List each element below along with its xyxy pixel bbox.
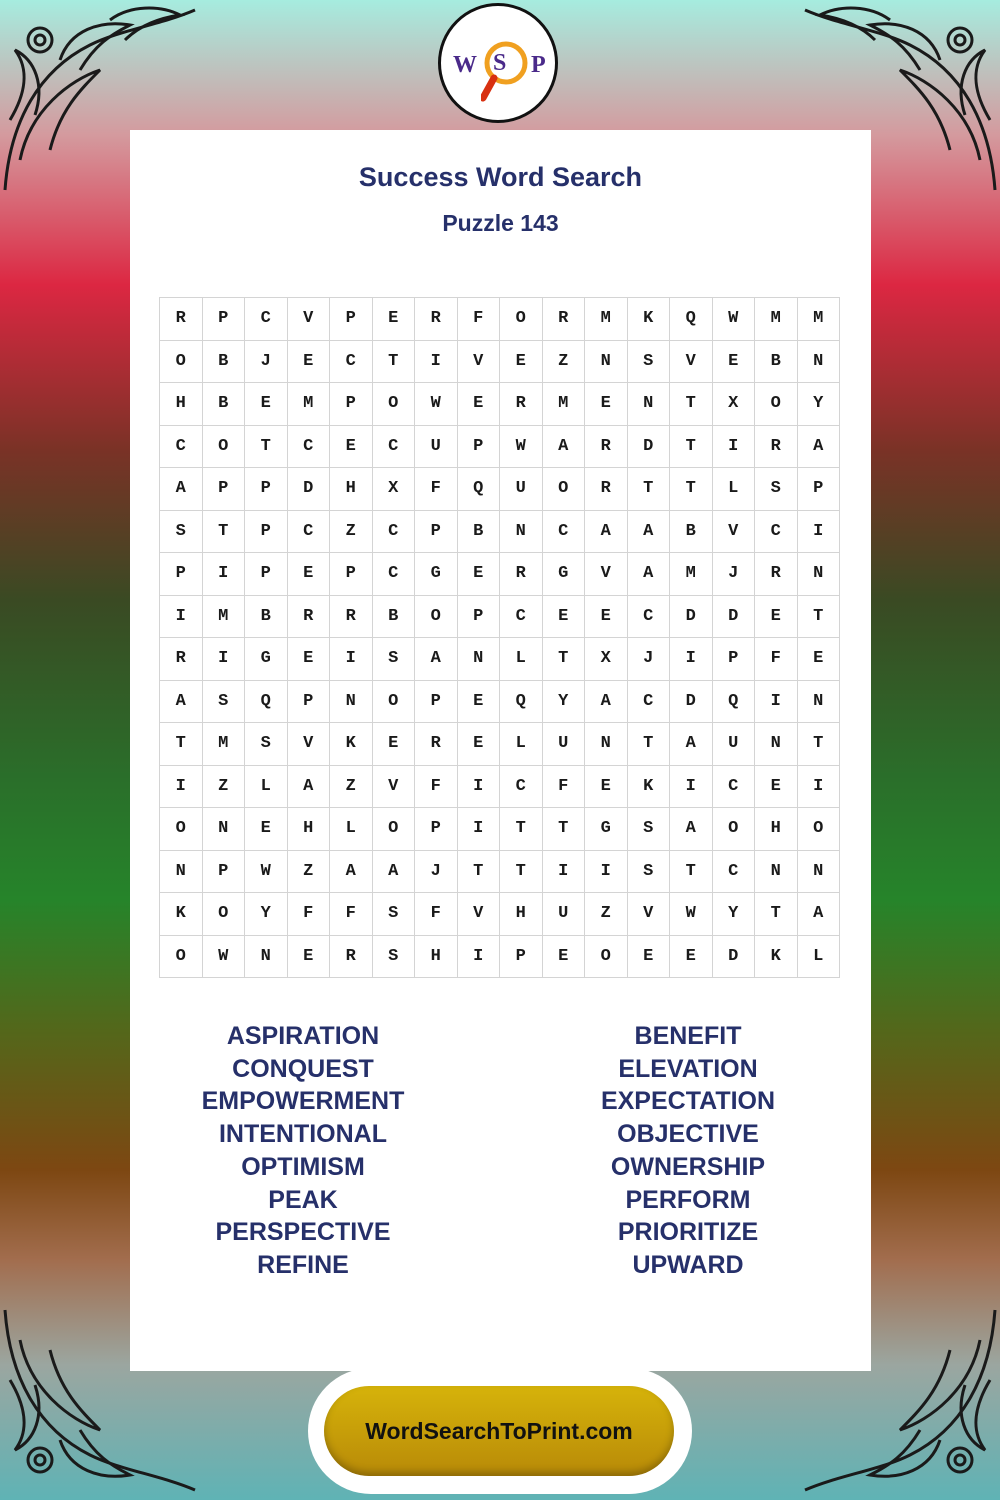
grid-cell: R: [585, 468, 628, 511]
grid-cell: A: [798, 426, 841, 469]
grid-cell: G: [245, 638, 288, 681]
word-list-item: OPTIMISM: [241, 1152, 365, 1181]
grid-cell: P: [203, 298, 246, 341]
grid-cell: G: [415, 553, 458, 596]
grid-cell: Y: [798, 383, 841, 426]
grid-cell: I: [798, 511, 841, 554]
grid-cell: B: [245, 596, 288, 639]
word-list-item: EMPOWERMENT: [201, 1087, 405, 1116]
grid-cell: I: [798, 766, 841, 809]
grid-cell: P: [245, 553, 288, 596]
grid-cell: W: [670, 893, 713, 936]
grid-cell: E: [458, 681, 501, 724]
grid-cell: U: [415, 426, 458, 469]
page-title: Success Word Search: [358, 162, 643, 192]
word-list-item: CONQUEST: [232, 1054, 374, 1083]
grid-cell: S: [373, 638, 416, 681]
grid-cell: Q: [500, 681, 543, 724]
grid-cell: F: [415, 766, 458, 809]
grid-cell: X: [373, 468, 416, 511]
grid-cell: B: [755, 341, 798, 384]
grid-cell: O: [203, 426, 246, 469]
grid-cell: W: [713, 298, 756, 341]
grid-cell: U: [543, 893, 586, 936]
grid-cell: N: [628, 383, 671, 426]
grid-cell: O: [543, 468, 586, 511]
grid-cell: R: [755, 426, 798, 469]
grid-cell: T: [458, 851, 501, 894]
grid-cell: L: [713, 468, 756, 511]
grid-cell: P: [415, 681, 458, 724]
grid-cell: Z: [330, 511, 373, 554]
letter-grid: [159, 297, 840, 978]
grid-cell: N: [245, 936, 288, 979]
grid-cell: A: [330, 851, 373, 894]
grid-cell: R: [415, 723, 458, 766]
grid-cell: E: [628, 936, 671, 979]
grid-cell: S: [755, 468, 798, 511]
grid-cell: H: [288, 808, 331, 851]
word-list-item: OBJECTIVE: [617, 1120, 759, 1149]
grid-cell: U: [500, 468, 543, 511]
grid-cell: P: [245, 511, 288, 554]
grid-cell: V: [288, 723, 331, 766]
grid-cell: S: [628, 851, 671, 894]
grid-cell: T: [373, 341, 416, 384]
grid-cell: C: [373, 553, 416, 596]
grid-cell: E: [245, 383, 288, 426]
grid-cell: R: [755, 553, 798, 596]
grid-cell: X: [713, 383, 756, 426]
grid-cell: Z: [585, 893, 628, 936]
grid-cell: A: [670, 808, 713, 851]
grid-cell: K: [628, 298, 671, 341]
grid-cell: E: [798, 638, 841, 681]
grid-cell: T: [755, 893, 798, 936]
grid-cell: I: [670, 638, 713, 681]
grid-cell: T: [798, 723, 841, 766]
grid-cell: Q: [670, 298, 713, 341]
grid-cell: C: [755, 511, 798, 554]
grid-cell: V: [713, 511, 756, 554]
grid-cell: H: [755, 808, 798, 851]
grid-cell: E: [543, 596, 586, 639]
grid-cell: J: [415, 851, 458, 894]
grid-cell: P: [713, 638, 756, 681]
word-list-item: ASPIRATION: [226, 1022, 380, 1050]
grid-cell: D: [670, 681, 713, 724]
grid-cell: E: [458, 553, 501, 596]
grid-cell: N: [585, 341, 628, 384]
grid-cell: O: [500, 298, 543, 341]
grid-cell: A: [415, 638, 458, 681]
logo: [438, 3, 558, 123]
grid-cell: E: [373, 298, 416, 341]
grid-cell: U: [713, 723, 756, 766]
grid-cell: Z: [330, 766, 373, 809]
grid-cell: R: [288, 596, 331, 639]
grid-cell: D: [628, 426, 671, 469]
grid-cell: O: [373, 808, 416, 851]
logo-letter: S: [493, 50, 507, 76]
grid-cell: F: [543, 766, 586, 809]
grid-cell: O: [373, 681, 416, 724]
grid-cell: E: [585, 596, 628, 639]
grid-cell: O: [160, 936, 203, 979]
word-list-item: INTENTIONAL: [218, 1120, 388, 1149]
grid-cell: A: [543, 426, 586, 469]
grid-cell: Z: [203, 766, 246, 809]
grid-cell: P: [500, 936, 543, 979]
grid-cell: Q: [713, 681, 756, 724]
grid-cell: N: [330, 681, 373, 724]
grid-cell: S: [628, 341, 671, 384]
grid-cell: N: [798, 851, 841, 894]
grid-cell: I: [458, 936, 501, 979]
word-list-item: PERSPECTIVE: [215, 1218, 391, 1247]
grid-cell: R: [500, 383, 543, 426]
grid-cell: C: [288, 511, 331, 554]
word-list-left: [118, 1020, 488, 1282]
grid-cell: B: [203, 383, 246, 426]
word-list-item: UPWARD: [632, 1250, 744, 1279]
grid-cell: F: [458, 298, 501, 341]
grid-cell: N: [458, 638, 501, 681]
grid-cell: O: [160, 341, 203, 384]
grid-cell: N: [585, 723, 628, 766]
grid-cell: Q: [458, 468, 501, 511]
grid-cell: T: [670, 383, 713, 426]
grid-cell: M: [203, 596, 246, 639]
grid-cell: M: [798, 298, 841, 341]
grid-cell: R: [500, 553, 543, 596]
grid-cell: O: [415, 596, 458, 639]
word-list-item: PERFORM: [625, 1185, 751, 1214]
grid-cell: D: [288, 468, 331, 511]
footer-banner: [308, 1368, 692, 1494]
puzzle-number: Puzzle 143: [442, 210, 559, 236]
grid-cell: T: [670, 468, 713, 511]
grid-cell: A: [628, 511, 671, 554]
grid-cell: I: [458, 766, 501, 809]
grid-cell: A: [670, 723, 713, 766]
grid-cell: H: [330, 468, 373, 511]
grid-cell: T: [543, 808, 586, 851]
grid-cell: D: [713, 936, 756, 979]
grid-cell: S: [628, 808, 671, 851]
grid-cell: B: [373, 596, 416, 639]
grid-cell: C: [500, 766, 543, 809]
grid-cell: E: [755, 596, 798, 639]
grid-cell: M: [585, 298, 628, 341]
grid-cell: R: [330, 936, 373, 979]
word-list-item: PEAK: [268, 1185, 338, 1214]
word-list-item: ELEVATION: [618, 1054, 758, 1083]
grid-cell: C: [543, 511, 586, 554]
grid-cell: P: [245, 468, 288, 511]
grid-cell: E: [755, 766, 798, 809]
grid-cell: C: [713, 766, 756, 809]
grid-cell: A: [160, 468, 203, 511]
grid-cell: T: [160, 723, 203, 766]
grid-cell: Q: [245, 681, 288, 724]
grid-cell: N: [755, 851, 798, 894]
grid-cell: C: [373, 426, 416, 469]
grid-cell: E: [330, 426, 373, 469]
grid-cell: T: [798, 596, 841, 639]
grid-cell: M: [203, 723, 246, 766]
grid-cell: K: [755, 936, 798, 979]
grid-cell: C: [628, 681, 671, 724]
grid-cell: A: [798, 893, 841, 936]
grid-cell: T: [628, 468, 671, 511]
grid-cell: O: [755, 383, 798, 426]
grid-cell: N: [500, 511, 543, 554]
grid-cell: I: [203, 638, 246, 681]
grid-cell: S: [245, 723, 288, 766]
grid-cell: R: [585, 426, 628, 469]
grid-cell: H: [160, 383, 203, 426]
grid-cell: B: [458, 511, 501, 554]
grid-cell: F: [330, 893, 373, 936]
grid-cell: S: [373, 893, 416, 936]
grid-cell: W: [500, 426, 543, 469]
grid-cell: G: [543, 553, 586, 596]
grid-cell: M: [670, 553, 713, 596]
grid-cell: I: [670, 766, 713, 809]
grid-cell: W: [245, 851, 288, 894]
grid-cell: J: [713, 553, 756, 596]
grid-cell: N: [203, 808, 246, 851]
grid-cell: C: [713, 851, 756, 894]
grid-cell: A: [288, 766, 331, 809]
grid-cell: T: [543, 638, 586, 681]
grid-cell: Z: [288, 851, 331, 894]
grid-cell: V: [373, 766, 416, 809]
grid-cell: R: [330, 596, 373, 639]
grid-cell: A: [373, 851, 416, 894]
grid-cell: V: [670, 341, 713, 384]
grid-cell: O: [798, 808, 841, 851]
grid-cell: C: [160, 426, 203, 469]
grid-cell: B: [670, 511, 713, 554]
grid-cell: E: [288, 936, 331, 979]
grid-cell: J: [245, 341, 288, 384]
grid-cell: P: [458, 426, 501, 469]
grid-cell: L: [798, 936, 841, 979]
grid-cell: W: [203, 936, 246, 979]
grid-cell: I: [543, 851, 586, 894]
grid-cell: T: [628, 723, 671, 766]
grid-cell: L: [245, 766, 288, 809]
grid-cell: R: [415, 298, 458, 341]
grid-cell: C: [500, 596, 543, 639]
grid-cell: O: [373, 383, 416, 426]
grid-cell: T: [500, 851, 543, 894]
grid-cell: C: [245, 298, 288, 341]
grid-cell: I: [755, 681, 798, 724]
grid-cell: P: [203, 468, 246, 511]
grid-cell: F: [415, 468, 458, 511]
grid-cell: T: [500, 808, 543, 851]
grid-cell: E: [373, 723, 416, 766]
grid-cell: U: [543, 723, 586, 766]
grid-cell: K: [160, 893, 203, 936]
grid-cell: P: [798, 468, 841, 511]
grid-cell: N: [798, 341, 841, 384]
grid-cell: I: [160, 766, 203, 809]
grid-cell: E: [288, 638, 331, 681]
word-list-item: BENEFIT: [634, 1022, 742, 1050]
word-list-item: PRIORITIZE: [617, 1218, 759, 1247]
grid-cell: C: [288, 426, 331, 469]
grid-cell: A: [628, 553, 671, 596]
grid-cell: F: [288, 893, 331, 936]
grid-cell: W: [415, 383, 458, 426]
grid-cell: Y: [245, 893, 288, 936]
grid-cell: K: [330, 723, 373, 766]
grid-cell: E: [670, 936, 713, 979]
word-list-item: EXPECTATION: [600, 1087, 776, 1116]
site-link[interactable]: WordSearchToPrint.com: [324, 1386, 674, 1476]
grid-cell: J: [628, 638, 671, 681]
grid-cell: C: [330, 341, 373, 384]
grid-cell: I: [203, 553, 246, 596]
grid-cell: P: [415, 808, 458, 851]
grid-cell: F: [415, 893, 458, 936]
grid-cell: E: [585, 766, 628, 809]
grid-cell: V: [458, 341, 501, 384]
grid-cell: C: [373, 511, 416, 554]
grid-cell: L: [330, 808, 373, 851]
grid-cell: V: [628, 893, 671, 936]
grid-cell: N: [160, 851, 203, 894]
grid-cell: E: [245, 808, 288, 851]
grid-cell: V: [288, 298, 331, 341]
grid-cell: R: [160, 638, 203, 681]
grid-cell: A: [160, 681, 203, 724]
grid-cell: Y: [713, 893, 756, 936]
grid-cell: E: [288, 341, 331, 384]
grid-cell: M: [543, 383, 586, 426]
grid-cell: Z: [543, 341, 586, 384]
grid-cell: P: [330, 298, 373, 341]
grid-cell: H: [415, 936, 458, 979]
grid-cell: C: [628, 596, 671, 639]
logo-letter: P: [531, 52, 546, 78]
grid-cell: P: [288, 681, 331, 724]
grid-cell: M: [288, 383, 331, 426]
grid-cell: V: [585, 553, 628, 596]
word-list-item: REFINE: [257, 1250, 349, 1279]
grid-cell: O: [160, 808, 203, 851]
grid-cell: E: [585, 383, 628, 426]
grid-cell: I: [713, 426, 756, 469]
grid-cell: P: [458, 596, 501, 639]
grid-cell: D: [670, 596, 713, 639]
grid-cell: S: [373, 936, 416, 979]
grid-cell: E: [458, 383, 501, 426]
grid-cell: T: [245, 426, 288, 469]
grid-cell: T: [203, 511, 246, 554]
puzzle-card: [130, 130, 871, 1371]
grid-cell: T: [670, 851, 713, 894]
grid-cell: O: [203, 893, 246, 936]
grid-cell: E: [500, 341, 543, 384]
logo-letter: W: [453, 52, 477, 78]
grid-cell: S: [160, 511, 203, 554]
grid-cell: V: [458, 893, 501, 936]
grid-cell: S: [203, 681, 246, 724]
grid-cell: P: [330, 553, 373, 596]
grid-cell: H: [500, 893, 543, 936]
grid-cell: L: [500, 723, 543, 766]
grid-cell: A: [585, 511, 628, 554]
grid-cell: I: [458, 808, 501, 851]
grid-cell: R: [160, 298, 203, 341]
grid-cell: A: [585, 681, 628, 724]
grid-cell: N: [798, 681, 841, 724]
grid-cell: E: [543, 936, 586, 979]
grid-cell: I: [415, 341, 458, 384]
grid-cell: N: [798, 553, 841, 596]
grid-cell: E: [713, 341, 756, 384]
grid-cell: O: [585, 936, 628, 979]
grid-cell: P: [330, 383, 373, 426]
grid-cell: N: [755, 723, 798, 766]
grid-cell: E: [458, 723, 501, 766]
grid-cell: G: [585, 808, 628, 851]
grid-cell: Y: [543, 681, 586, 724]
grid-cell: O: [713, 808, 756, 851]
grid-cell: L: [500, 638, 543, 681]
grid-cell: P: [160, 553, 203, 596]
grid-cell: I: [585, 851, 628, 894]
grid-cell: I: [160, 596, 203, 639]
grid-cell: T: [670, 426, 713, 469]
grid-cell: B: [203, 341, 246, 384]
grid-cell: P: [415, 511, 458, 554]
word-list-right: [503, 1020, 873, 1282]
grid-cell: I: [330, 638, 373, 681]
grid-cell: E: [288, 553, 331, 596]
grid-cell: F: [755, 638, 798, 681]
grid-cell: P: [203, 851, 246, 894]
grid-cell: X: [585, 638, 628, 681]
grid-cell: R: [543, 298, 586, 341]
grid-cell: D: [713, 596, 756, 639]
word-list-item: OWNERSHIP: [610, 1152, 766, 1181]
grid-cell: K: [628, 766, 671, 809]
grid-cell: M: [755, 298, 798, 341]
